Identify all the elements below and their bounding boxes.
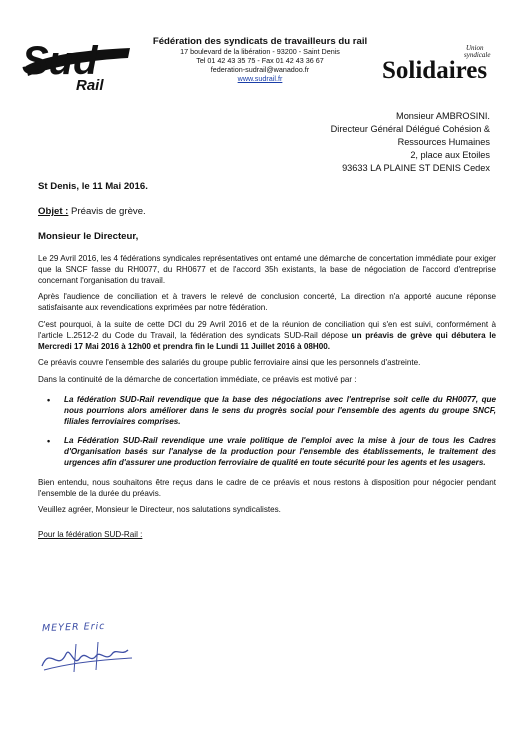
letterhead — [150, 36, 370, 83]
recipient-block — [230, 110, 490, 175]
svg-text:Sud: Sud — [22, 39, 98, 83]
bullet-icon: • — [47, 436, 51, 447]
subject-text: Préavis de grève. — [68, 206, 146, 217]
letterhead-email[interactable]: federation-sudrail@wanadoo.fr — [210, 65, 310, 74]
recipient-street: 2, place aux Etoiles — [410, 150, 490, 160]
letterhead-phone: Tel 01 42 43 35 75 - Fax 01 42 43 36 67 — [196, 56, 324, 65]
recipient-department: Ressources Humaines — [397, 137, 490, 147]
list-item — [47, 394, 496, 427]
signatory-label: Pour la fédération SUD-Rail : — [38, 530, 143, 540]
paragraph-3 — [38, 320, 496, 352]
letter-greeting: Monsieur le Directeur, — [38, 231, 139, 242]
signature-scribble-icon — [36, 620, 156, 682]
paragraph-1: Le 29 Avril 2016, les 4 fédérations syndicales représentatives ont entamé une démarche de concertation immédiate pour exiger que la SNCF fasse du RH0077, du RH0677 et de l'accord 35h existants, la base de négociation de l'accord d'entreprise concernant l'organisation du travail. — [38, 254, 496, 285]
signature-name: MEYER Eric — [41, 620, 106, 635]
paragraph-6: Bien entendu, nous souhaitons être reçus dans le cadre de ce préavis et nous restons à disposition pour négocier pendant l'ensemble de la durée du préavis. — [38, 477, 496, 498]
list-item — [47, 436, 496, 468]
paragraph-3-text: C'est pourquoi, à la suite de cette DCI du 29 Avril 2016 et de la réunion de conciliation qui s'en est suivi, conformément à l'article L.2512-2 du Code du Travail, la fédération des syndicats SUD-Rail dépose — [38, 319, 496, 340]
paragraph-4: Ce préavis couvre l'ensemble des salariés du groupe public ferroviaire ainsi que les personnels d'astreinte. — [38, 358, 421, 368]
svg-text:syndicale: syndicale — [464, 51, 491, 59]
recipient-title: Directeur Général Délégué Cohésion & — [330, 124, 490, 134]
letterhead-title: Fédération des syndicats de travailleurs du rail — [152, 36, 368, 47]
recipient-city: 93633 LA PLAINE ST DENIS Cedex — [342, 163, 490, 173]
solidaires-logo — [380, 38, 512, 88]
handwritten-signature — [36, 620, 156, 682]
letterhead-address: 17 boulevard de la libération - 93200 - Saint Denis — [180, 47, 340, 56]
paragraph-2: Après l'audience de conciliation et à travers le relevé de conclusion concerté, La direction n'a apporté aucune réponse satisfaisante aux revendications exprimées par notre fédération. — [38, 292, 496, 313]
letterhead-website-link[interactable]: www.sudrail.fr — [237, 74, 283, 83]
demand-2: La Fédération SUD-Rail revendique une vraie politique de l'emploi avec la mise à jour de tous les Cadres d'Organisation basés sur l'analyse de la production pour l'ensemble des établissements, le traitement des urgences afin d'assurer une production ferroviaire de qualité en toute sécurité pour les agents et les usagers. — [64, 436, 496, 467]
svg-text:Solidaires: Solidaires — [382, 57, 488, 84]
paragraph-5: Dans la continuité de la démarche de concertation immédiate, ce préavis est motivé par : — [38, 375, 357, 385]
closing-formula: Veuillez agréer, Monsieur le Directeur, nos salutations syndicalistes. — [38, 505, 281, 515]
recipient-name: Monsieur AMBROSINI. — [396, 111, 490, 121]
strike-notice-dates: un préavis de grève qui débutera le Mercredi 17 Mai 2016 à 12h00 et prendra fin le Lundi 11 Juillet 2016 à 08H00. — [38, 330, 497, 351]
bullet-icon: • — [47, 394, 51, 405]
demand-1: La fédération SUD-Rail revendique que la base des négociations avec l'entreprise soit celle du RH0077, que nous pourrions alors améliorer dans le sens du progrès social pour l'ensemble des agents du groupe SNCF, filiales ferroviaires comprises. — [64, 394, 496, 426]
svg-text:Rail: Rail — [76, 77, 104, 94]
letter-date: St Denis, le 11 Mai 2016. — [38, 181, 148, 192]
sud-rail-logo — [18, 28, 136, 98]
demands-list — [38, 395, 496, 469]
subject-label: Objet : — [38, 206, 69, 217]
letter-body — [38, 254, 496, 547]
letter-subject — [38, 206, 146, 217]
svg-text:Union: Union — [466, 44, 484, 52]
